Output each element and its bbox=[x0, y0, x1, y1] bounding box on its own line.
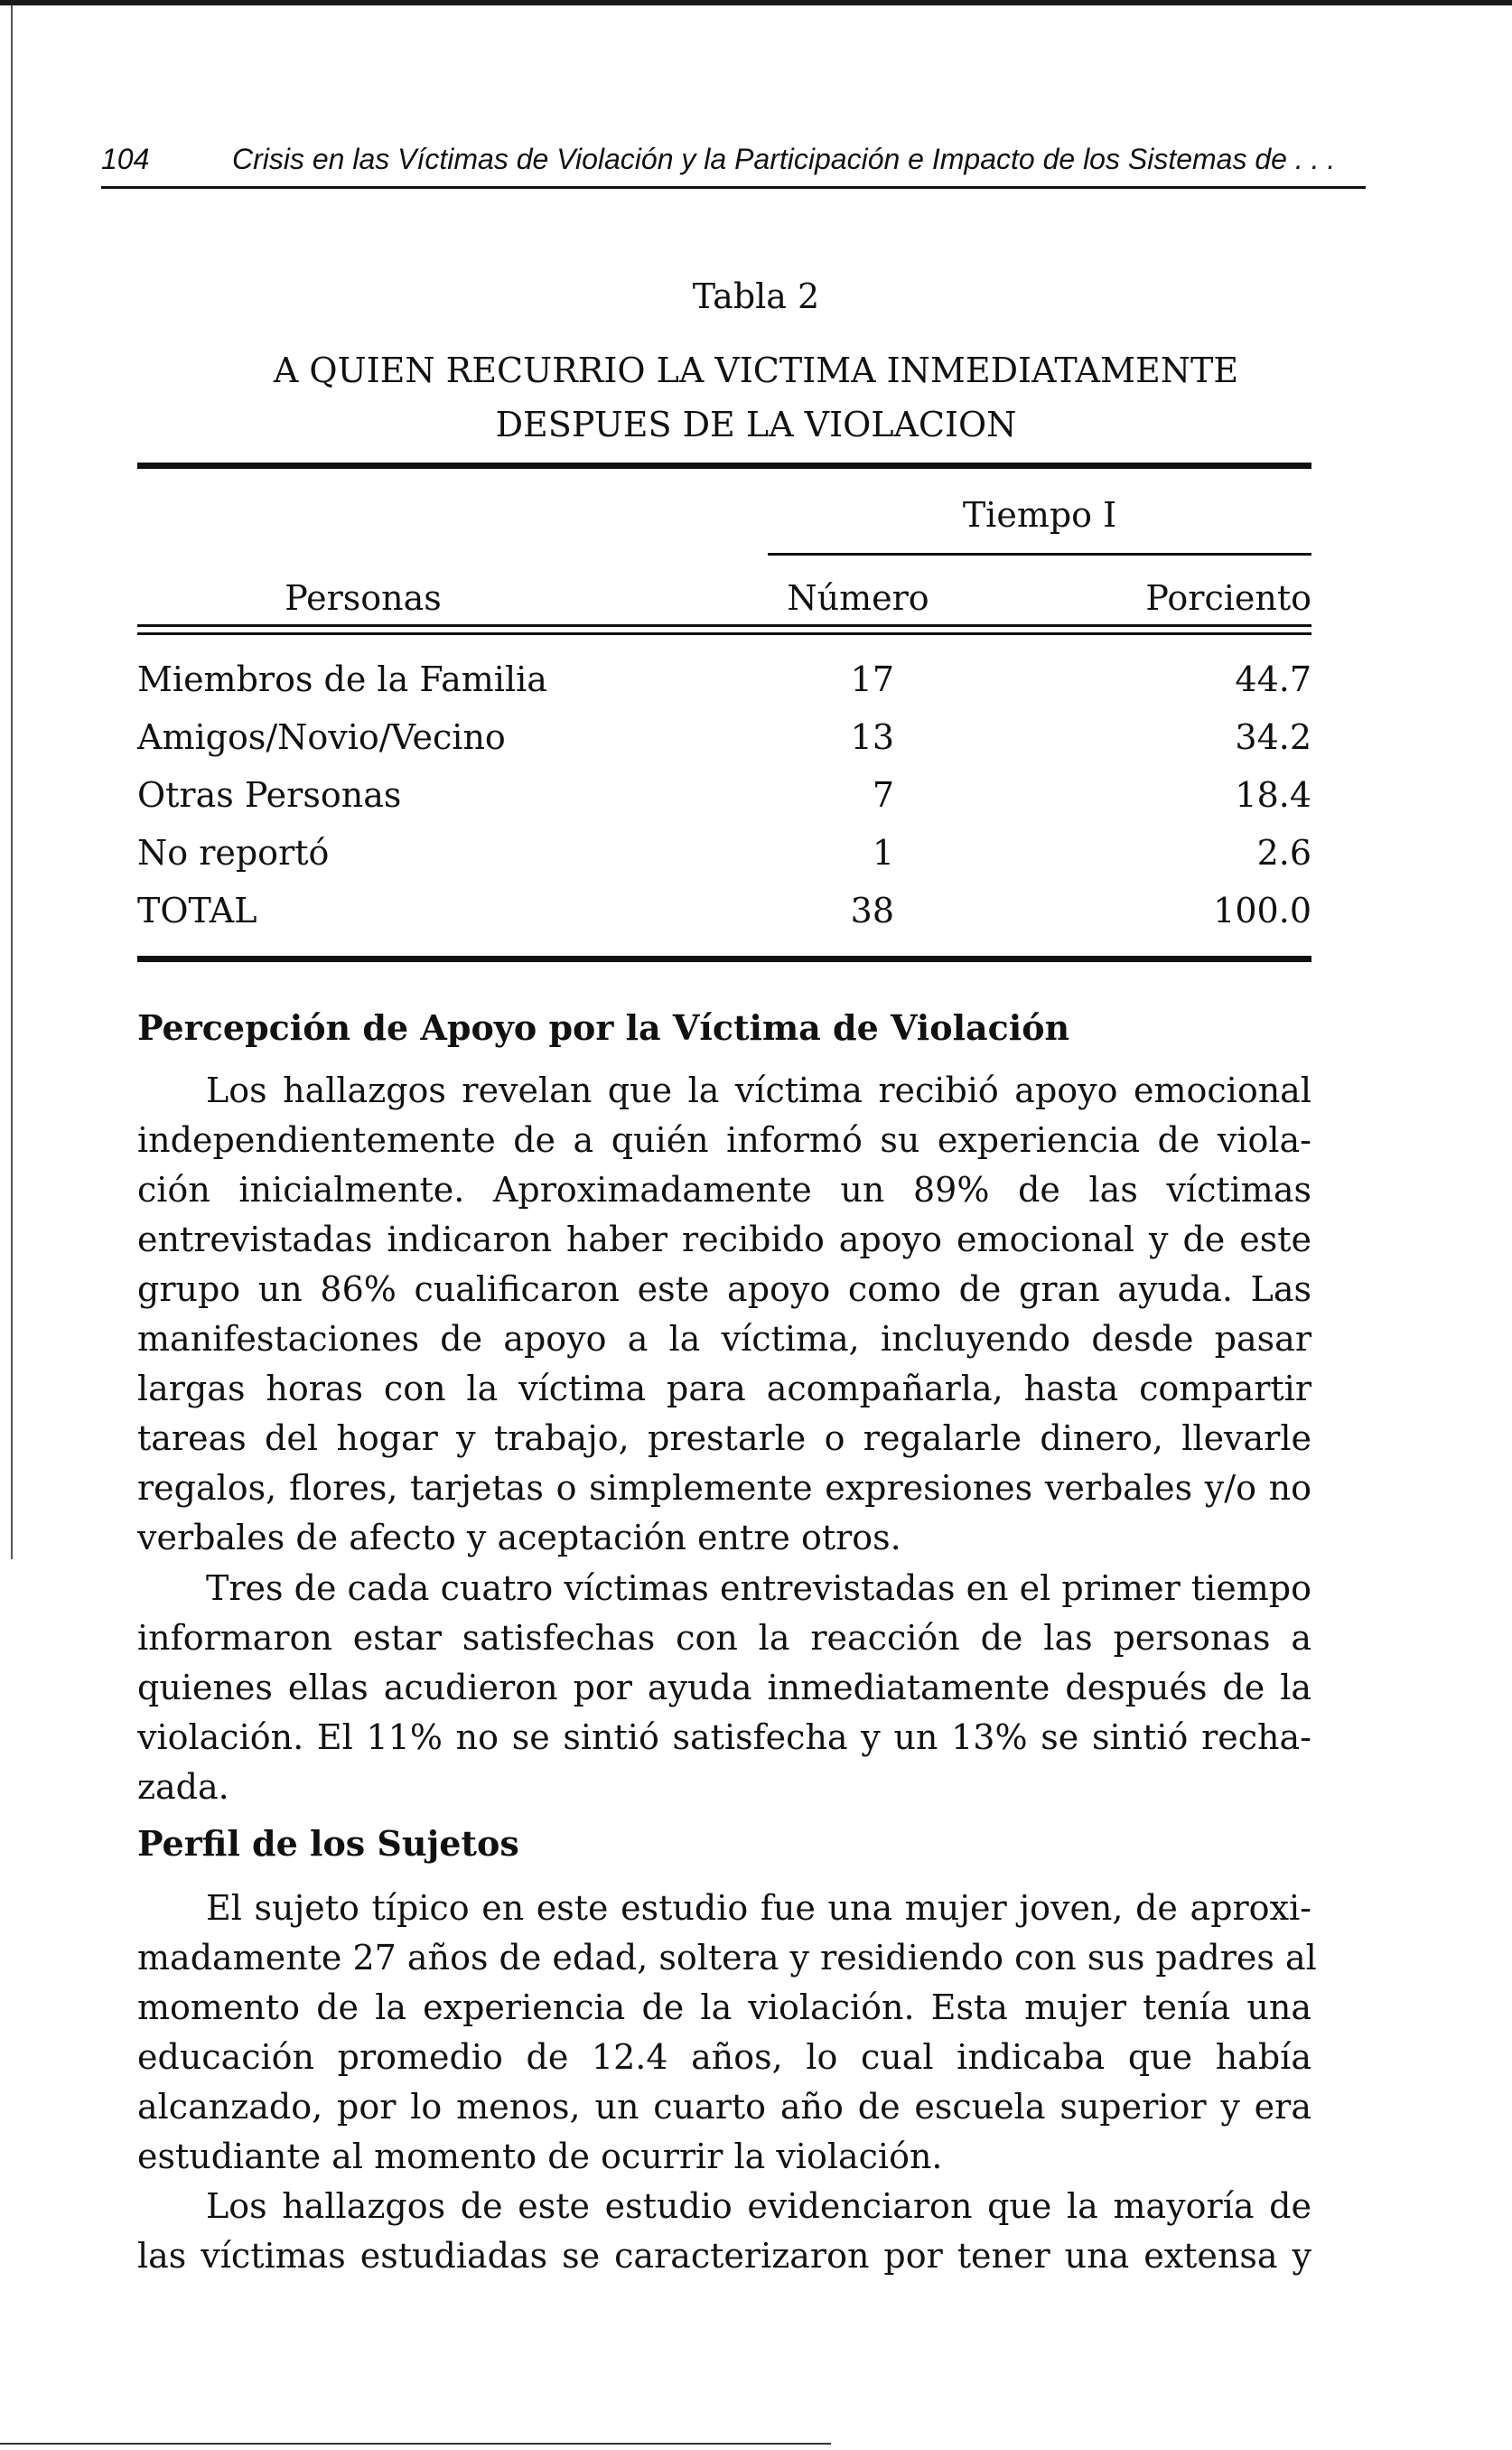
table-title-line-2: DESPUES DE LA VIOLACION bbox=[495, 405, 1017, 444]
table-row bbox=[137, 766, 1311, 824]
paragraph bbox=[137, 1884, 1317, 2182]
text-line: manifestaciones de apoyo a la víctima, incluyendo desde pasar bbox=[137, 1319, 1311, 1359]
row-numero: 13 bbox=[850, 717, 894, 757]
text-line: entrevistadas indicaron haber recibido apoyo emocional y de este bbox=[137, 1220, 1311, 1259]
text-line: verbales de afecto y aceptación entre otros. bbox=[137, 1518, 901, 1557]
scan-edge-bottom bbox=[0, 2443, 831, 2445]
column-header-personas: Personas bbox=[285, 578, 442, 618]
column-header-porciento: Porciento bbox=[1145, 578, 1311, 618]
scan-edge-top bbox=[0, 0, 1512, 5]
text-line: estudiante al momento de ocurrir la violación. bbox=[137, 2137, 943, 2176]
paragraph bbox=[137, 2182, 1311, 2281]
row-persona: Otras Personas bbox=[137, 775, 402, 815]
row-persona: No reportó bbox=[137, 833, 330, 873]
text-line: educación promedio de 12.4 años, lo cual indicaba que había bbox=[137, 2037, 1311, 2077]
row-porciento: 2.6 bbox=[1256, 833, 1311, 873]
section-heading: Perfil de los Sujetos bbox=[137, 1823, 519, 1864]
text-line: Tres de cada cuatro víctimas entrevistadas en el primer tiempo bbox=[206, 1568, 1311, 1608]
text-line: momento de la experiencia de la violación. Esta mujer tenía una bbox=[137, 1987, 1311, 2027]
row-persona: TOTAL bbox=[137, 891, 257, 930]
table-bottom-rule bbox=[137, 956, 1311, 962]
table-title bbox=[135, 343, 1377, 452]
table-top-rule bbox=[137, 463, 1311, 469]
header-rule bbox=[101, 186, 1366, 189]
text-line: independientemente de a quién informó su experiencia de viola- bbox=[137, 1120, 1311, 1160]
header-double-rule-upper bbox=[137, 624, 1311, 627]
row-numero: 17 bbox=[850, 659, 894, 699]
table-title-line-1: A QUIEN RECURRIO LA VICTIMA INMEDIATAMENTE bbox=[273, 351, 1239, 390]
row-numero: 38 bbox=[850, 891, 894, 930]
text-line: grupo un 86% cualificaron este apoyo como de gran ayuda. Las bbox=[137, 1269, 1311, 1309]
text-line: las víctimas estudiadas se caracterizaron por tener una extensa y bbox=[137, 2236, 1311, 2276]
text-line: El sujeto típico en este estudio fue una mujer joven, de aproxi- bbox=[206, 1888, 1311, 1928]
table-label: Tabla 2 bbox=[692, 276, 820, 316]
table-row bbox=[137, 708, 1311, 766]
section-heading: Percepción de Apoyo por la Víctima de Violación bbox=[137, 1007, 1070, 1048]
text-line: informaron estar satisfechas con la reacción de las personas a bbox=[137, 1618, 1311, 1658]
paragraph bbox=[137, 1066, 1311, 1563]
row-numero: 7 bbox=[872, 775, 894, 815]
text-line: ción inicialmente. Aproximadamente un 89% de las víctimas bbox=[137, 1170, 1311, 1210]
text-line: alcanzado, por lo menos, un cuarto año de escuela superior y era bbox=[137, 2087, 1311, 2127]
text-line: zada. bbox=[137, 1767, 229, 1807]
column-header-numero: Número bbox=[787, 578, 929, 618]
running-header bbox=[101, 126, 1366, 192]
row-porciento: 100.0 bbox=[1213, 891, 1311, 930]
table-row-total bbox=[137, 882, 1311, 940]
scan-edge-left bbox=[11, 5, 13, 1559]
text-line: tareas del hogar y trabajo, prestarle o regalarle dinero, llevarle bbox=[137, 1418, 1311, 1458]
page-number: 104 bbox=[101, 143, 150, 175]
text-line: violación. El 11% no se sintió satisfecha y un 13% se sintió recha- bbox=[137, 1717, 1311, 1757]
text-line: quienes ellas acudieron por ayuda inmediatamente después de la bbox=[137, 1668, 1311, 1707]
header-double-rule-lower bbox=[137, 632, 1311, 635]
text-line: Los hallazgos revelan que la víctima recibió apoyo emocional bbox=[206, 1071, 1311, 1110]
row-persona: Amigos/Novio/Vecino bbox=[137, 717, 506, 757]
text-line: madamente 27 años de edad, soltera y residiendo con sus padres al bbox=[137, 1938, 1317, 1978]
row-persona: Miembros de la Familia bbox=[137, 659, 547, 699]
text-line: Los hallazgos de este estudio evidenciaron que la mayoría de bbox=[206, 2186, 1311, 2226]
row-porciento: 18.4 bbox=[1235, 775, 1311, 815]
row-numero: 1 bbox=[872, 833, 894, 873]
running-title: Crisis en las Víctimas de Violación y la Participación e Impacto de los Sistemas de . . . bbox=[232, 143, 1336, 175]
row-porciento: 44.7 bbox=[1235, 659, 1311, 699]
table-group-header: Tiempo I bbox=[962, 495, 1117, 535]
text-line: largas horas con la víctima para acompañarla, hasta compartir bbox=[137, 1369, 1311, 1408]
table-row bbox=[137, 824, 1311, 882]
paragraph bbox=[137, 1564, 1311, 1812]
row-porciento: 34.2 bbox=[1235, 717, 1311, 757]
text-line: regalos, flores, tarjetas o simplemente expresiones verbales y/o no bbox=[137, 1468, 1311, 1508]
group-header-rule bbox=[768, 553, 1311, 556]
table-row bbox=[137, 650, 1311, 708]
